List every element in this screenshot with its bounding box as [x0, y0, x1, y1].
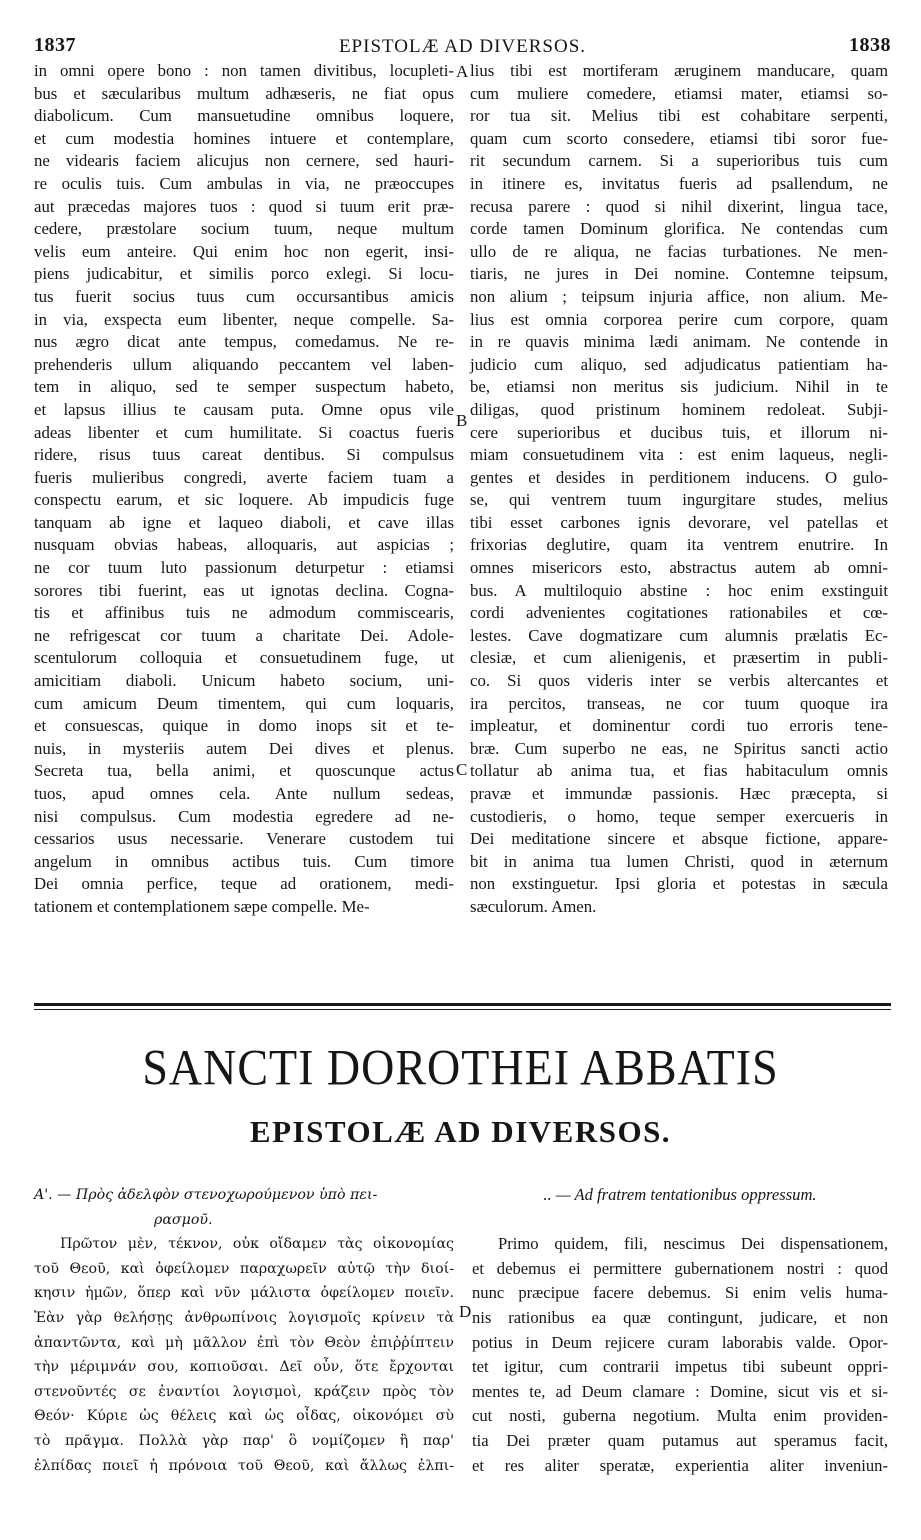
text-line: tem in aliquo, sed te semper suspectum habeto,	[34, 377, 454, 397]
text-line: scentulorum colloquia et consuetudinem fuge, ut	[34, 648, 454, 668]
text-line: prehenderis ullum aliquando peccantem vel laben-	[34, 354, 454, 374]
text-line: rit secundum carnem. Si a superioribus tuis cum	[470, 151, 888, 171]
text-line: omnes misericors esto, abstractus autem ab omni-	[470, 558, 888, 578]
text-line: lius est omnia corporea perire cum corpore, quam	[470, 309, 888, 329]
text-line: aut præcedas majores tuos : quod si tuum erit præ-	[34, 196, 454, 216]
text-line: ne cor tuum luto passionum deturpetur : etiamsi	[34, 558, 454, 578]
section-rule-thick	[34, 1003, 891, 1006]
text-line: et lapsus illius te causam puta. Omne opus vile	[34, 399, 454, 419]
latin-text-column	[472, 1183, 888, 1478]
margin-marker-a: A	[456, 62, 469, 81]
text-line: custodieris, o homo, teque semper exercueris in	[470, 806, 888, 826]
text-line: sorores tibi fuerint, eas ut ignotas declina. Cogna-	[34, 580, 454, 600]
text-line: diligas, quod pristinum hominem redoleat. Subji-	[470, 399, 888, 419]
text-line: quam cum scorto consedere, etiamsi tibi soror fue-	[470, 128, 888, 148]
left-text-column	[34, 60, 454, 919]
page-number-right: 1838	[849, 34, 891, 56]
greek-text-line: τὴν μέριμνάν σου, κοπιοῦσαι. Δεῖ οὖν, ὅτε ἔρχονται	[34, 1359, 454, 1376]
text-line: velis eum anteire. Qui enim hoc non egerit, insi-	[34, 241, 454, 261]
text-line: in itinere es, invitatus fueris ad psallendum, ne	[470, 173, 888, 193]
text-line: ridere, risus tuus careat dentibus. Si compulsus	[34, 445, 454, 465]
text-line: ullo de re aliqua, ne facias turbationes. Ne men-	[470, 241, 888, 261]
text-line: non exstinguetur. Ipsi gloria et potestas in sæcula	[470, 874, 888, 894]
text-line: frixorias deglutire, quam ita ventrem enutrire. In	[470, 535, 888, 555]
text-line: cere superioribus et ducibus tuis, et illorum ni-	[470, 422, 888, 442]
greek-heading-line-2: ρασμοῦ.	[154, 1211, 213, 1228]
greek-text-line: Πρῶτον μὲν, τέκνον, οὐκ οἴδαμεν τὰς οἰκονομίας	[60, 1236, 454, 1253]
text-line: bræ. Cum superbo ne eas, ne Spiritus sancti actio	[470, 738, 888, 758]
margin-marker-d: D	[459, 1302, 472, 1321]
right-text-column	[470, 60, 888, 919]
text-line: cessarios usus necessarie. Venerare custodem tui	[34, 829, 454, 849]
text-line: judicio cum aliquo, sed adjudicatus patientiam ha-	[470, 354, 888, 374]
text-line: tanquam ab igne et laqueo diaboli, et cave illas	[34, 512, 454, 532]
latin-text-line: et debemus ei permittere gubernationem nostri : quod	[472, 1258, 888, 1278]
text-line: corde tamen Dominum glorifica. Ne contendas cum	[470, 219, 888, 239]
latin-text-line: potius in Deum rejicere curam laborabis valde. Opor-	[472, 1332, 888, 1352]
greek-text-line: Ἐὰν γὰρ θελήσῃς ἀνθρωπίνοις λογισμοῖς κρίνειν τὰ	[34, 1309, 454, 1326]
text-line: cordi advenientes cogitationes rationabiles et cœ-	[470, 603, 888, 623]
text-line: clesiæ, et cum alienigenis, et præsertim in publi-	[470, 648, 888, 668]
text-line: tollatur ab anima tua, et fias habitaculum omnis	[470, 761, 888, 781]
text-line: amicitiam diaboli. Unicum habeto socium, uni-	[34, 671, 454, 691]
text-line: ror tua sit. Melius tibi est cohabitare serpenti,	[470, 106, 888, 126]
text-line: impleatur, et dominentur cordi tuo erroris tene-	[470, 716, 888, 736]
text-line: nisi compulsus. Cum modestia egredere ad ne-	[34, 806, 454, 826]
greek-heading-line-1: Α'. — Πρὸς ἀδελφὸν στενοχωρούμενον ὑπὸ πει-	[34, 1187, 378, 1203]
latin-text-line: tet igitur, cum contrarii impetus tibi subeunt oppri-	[472, 1357, 888, 1377]
greek-text-line: ἐλπίδας ποιεῖ ἡ πρόνοια τοῦ Θεοῦ, καὶ ἄλλως ἐλπι-	[34, 1457, 454, 1474]
greek-text-line: κησιν ἡμῶν, ὅπερ καὶ νῦν μάλιστα ὀφείλομεν ποιεῖν.	[34, 1285, 454, 1302]
text-line: be, etiamsi non meritus sis judicium. Nihil in te	[470, 377, 888, 397]
section-main-title: SANCTI DOROTHEI ABBATIS	[142, 1039, 779, 1096]
text-line: tiaris, ne jures in Dei nomine. Contemne teipsum,	[470, 264, 888, 284]
latin-text-line: nis rationibus ea quæ contingunt, judicare, et non	[472, 1307, 888, 1327]
text-line: tuos, apud omnes cela. Ante nullum sedeas,	[34, 784, 454, 803]
margin-marker-c: C	[456, 760, 468, 779]
greek-text-line: τοῦ Θεοῦ, καὶ ὀφείλομεν παραχωρεῖν αὐτῷ τὴν διοί-	[34, 1260, 454, 1277]
text-line: Dei omnia perfice, teque ad orationem, medi-	[34, 874, 454, 894]
text-line: et consuescas, quique in domo inops sit et te-	[34, 716, 454, 736]
page-number-left: 1837	[34, 34, 76, 56]
running-title: EPISTOLÆ AD DIVERSOS.	[338, 36, 587, 57]
section-sub-title: EPISTOLÆ AD DIVERSOS.	[249, 1114, 672, 1149]
greek-text-line: τὸ πρᾶγμα. Πολλὰ γὰρ παρ' ὃ νομίζομεν ἢ παρ'	[34, 1432, 454, 1449]
text-line: fueris mulieribus congredi, averte faciem tuam a	[34, 467, 454, 487]
text-line: diabolicum. Cum mansuetudine omnibus loquere,	[34, 106, 454, 126]
text-line: in via, exspecta eum libenter, neque compelle. Sa-	[34, 309, 454, 329]
text-line: ne videaris faciem alicujus non cernere, sed hauri-	[34, 151, 454, 171]
latin-text-line: mentes te, ad Deum clamare : Domine, sicut vis et si-	[472, 1381, 888, 1401]
text-line: pravæ et immundæ passionis. Hæc præcepta, si	[470, 784, 888, 803]
text-line: sæculorum. Amen.	[470, 896, 597, 916]
text-line: lius tibi est mortiferam æruginem manducare, quam	[470, 61, 888, 80]
text-line: lestes. Cave dogmatizare cum alumnis prælatis Ec-	[470, 625, 888, 645]
text-line: re oculis tuis. Cum ambulas in via, ne præoccupes	[34, 173, 454, 193]
latin-text-line: et res aliter speratæ, experientia aliter inveniun-	[472, 1455, 888, 1475]
text-line: et cum modestia homines intuere et contemplare,	[34, 128, 454, 148]
greek-text-column	[34, 1183, 454, 1478]
text-line: conspectu earum, et sic loquere. Ab impudicis fuge	[34, 490, 454, 510]
text-line: tibi esset carbones ignis devorare, vel patellas et	[470, 512, 888, 532]
text-line: recusa parere : quod si nihil dixerint, lingua tace,	[470, 196, 888, 216]
greek-text-line: ἀπαντῶντα, καὶ μὴ μᾶλλον ἐπὶ τὸν Θεὸν ἐπιῤῥίπτειν	[34, 1334, 454, 1351]
text-line: bus et sæcularibus multum adhæseris, ne fiat opus	[34, 83, 454, 103]
text-line: piens judicabitur, et similis porco exlegi. Si locu-	[34, 264, 454, 284]
text-line: tationem et contemplationem sæpe compelle. Me-	[34, 896, 370, 916]
text-line: cedere, præstolare socium tuum, neque multum	[34, 219, 454, 239]
greek-text-line: στενοῦντές σε ἐναντίοι λογισμοὶ, κράζειν πρὸς τὸν	[34, 1383, 454, 1400]
text-line: miam consuetudinem vita : est enim laqueus, negli-	[470, 445, 888, 465]
text-line: nuis, in mysteriis autem Dei dives et plenus.	[34, 738, 454, 758]
latin-text-line: nunc præcipue facere debemus. Si enim velis huma-	[472, 1283, 888, 1303]
text-line: nusquam obvias habeas, alloquaris, aut aspicias ;	[34, 535, 454, 555]
latin-text-line: tia Dei præter quam putamus aut speramus facit,	[472, 1430, 888, 1450]
text-line: co. Si quos videris inter se verbis altercantes et	[470, 671, 888, 691]
text-line: ira percitos, transeas, ne cor tuum quoque ira	[470, 693, 888, 713]
text-line: Dei meditatione sincere et absque fictione, appare-	[470, 829, 888, 849]
text-line: in re quavis minima lædi animam. Ne contende in	[470, 332, 888, 352]
text-line: in omni opere bono : non tamen divitibus, locupleti-	[34, 61, 454, 80]
text-line: cum amicum Deum timentem, qui cum loquaris,	[34, 693, 454, 713]
text-line: tis et affinibus tuis ne admodum commiscearis,	[34, 603, 454, 623]
margin-marker-b: B	[456, 411, 468, 430]
text-line: nus ægro dicat ante tempus, comedamus. Ne re-	[34, 332, 454, 352]
running-head	[34, 34, 891, 60]
latin-text-line: Primo quidem, fili, nescimus Dei dispensationem,	[498, 1234, 888, 1254]
text-line: Secreta tua, bella animi, et quoscunque actus	[34, 761, 454, 781]
text-line: angelum in omnibus actibus tuis. Cum timore	[34, 851, 454, 871]
greek-text-line: Θεόν· Κύριε ὡς θέλεις καὶ ὡς οἶδας, οἰκονόμει σὺ	[34, 1408, 454, 1425]
text-line: se, qui ventrem tuum ingurgitare studes, melius	[470, 490, 888, 510]
latin-heading: .. — Ad fratrem tentationibus oppressum.	[543, 1185, 817, 1204]
latin-text-line: cut nosti, guberna negotium. Multa enim providen-	[472, 1406, 888, 1426]
text-line: non alium ; teipsum injuria affice, non alium. Me-	[470, 286, 888, 306]
text-line: adeas libenter et cum humilitate. Si coactus fueris	[34, 422, 454, 442]
text-line: bus. A multiloquio abstine : hoc enim exstinguit	[470, 580, 888, 600]
section-rule-thin	[34, 1009, 891, 1010]
text-line: gentes et desides in perditionem inducens. O gulo-	[470, 467, 888, 487]
text-line: tus fuerit socius tuus cum occursantibus amicis	[34, 286, 454, 306]
text-line: ne refrigescat cor tuum a charitate Dei. Adole-	[34, 625, 454, 645]
text-line: cum muliere comedere, etiamsi mater, etiamsi so-	[470, 83, 888, 103]
text-line: bit in anima tua lumen Christi, quod in æternum	[470, 851, 888, 871]
latin-heading-spacer	[472, 1208, 888, 1233]
